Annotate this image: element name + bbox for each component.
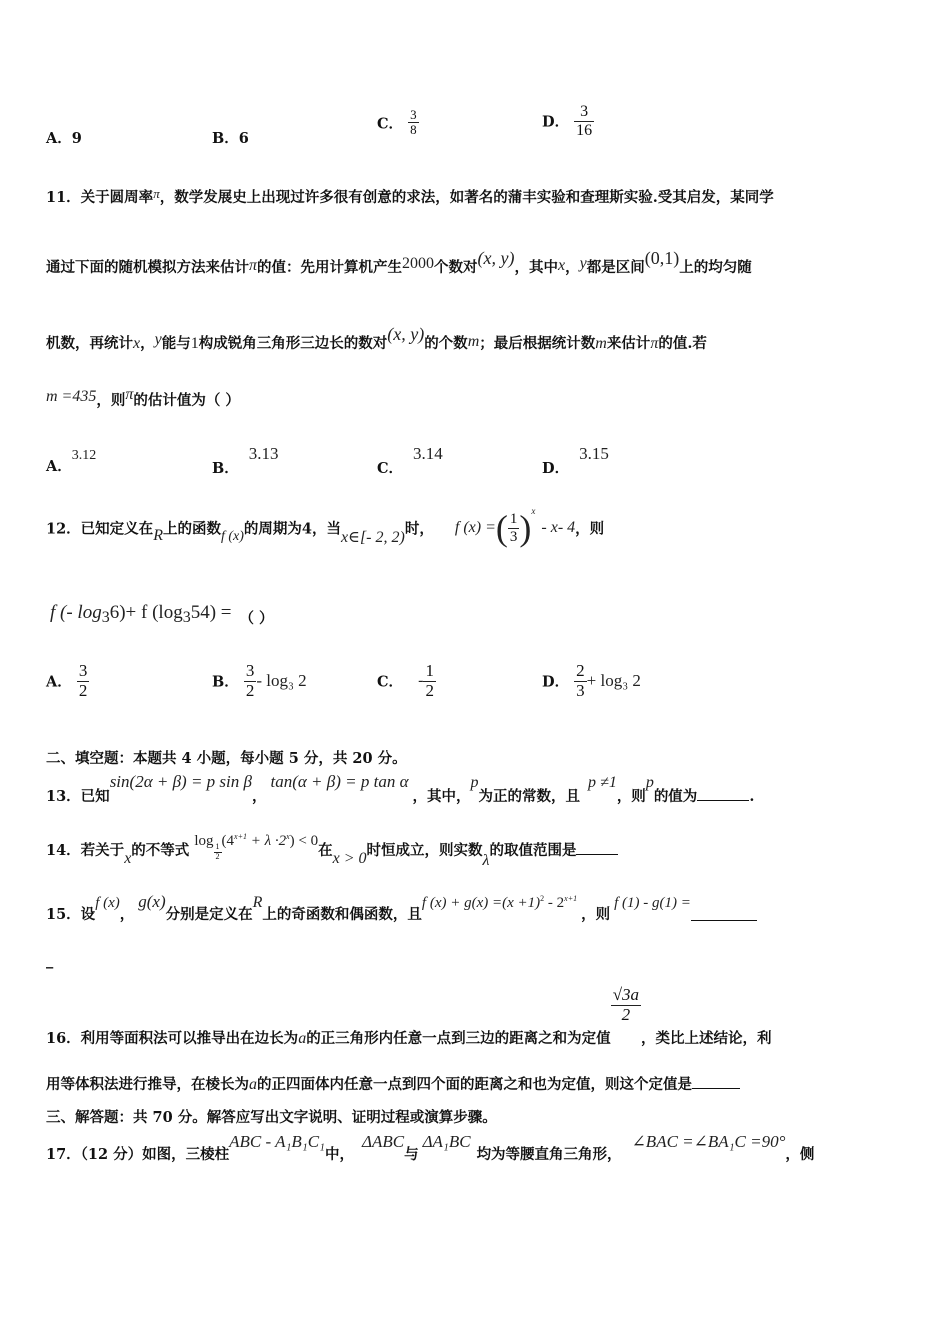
section-3-heading: 三、解答题：共 70 分。解答应写出文字说明、证明过程或演算步骤。	[46, 1109, 497, 1126]
q15-line: 15．设f (x)，g(x)分别是定义在R上的奇函数和偶函数，且f $(x) + g(x) =(x +1)^2 - 2^{x+1}$，则f (1) - g(1) =	[46, 892, 757, 926]
q12-option-a: A． $\frac{3}{2}$	[46, 661, 88, 700]
q12-option-c: C． - $\frac{1}{2}$	[377, 661, 434, 700]
q10-option-b: B．6	[212, 130, 249, 147]
q10-option-d: D． $\frac{3}{16}$	[542, 103, 593, 139]
q11-line-3: 机数，再统计x，y能与1构成锐角三角形三边长的数对(x, y)的个数m；最后根据统计数m来估计π的值.若	[46, 324, 707, 352]
q12-option-d: D． $\frac{2}{3}$ + log₃ 2	[542, 661, 641, 700]
q13-line: 13．已知sin(2α + β) = p sin β，tan(α + β) = p tan α，其中，p为正的常数，且p ≠1，则p的值为 .	[46, 772, 755, 805]
q11-line-1: 11．关于圆周率π，数学发展史上出现过许多很有创意的求法，如著名的蒲丰实验和查理斯实验.受其启发，某同学	[46, 186, 774, 206]
q11-option-b: B．3.13	[212, 444, 279, 477]
q12-one-third: $\frac{1}{3}$	[509, 511, 518, 545]
q12-line-1: 12．已知定义在R上的函数f (x)的周期为4，当x∈[- 2, 2)时， f (x) =( $\frac{1}{3}$ )$^x$- x- 4，则	[46, 506, 605, 548]
q14-answer-blank[interactable]	[576, 854, 618, 855]
q15-answer-blank[interactable]	[691, 920, 757, 921]
q16-answer-blank[interactable]	[692, 1088, 740, 1089]
q11-line-4: m =435，则π的估计值为（ ）	[46, 386, 240, 409]
q16-line-2: 用等体积法进行推导，在棱长为a的正四面体内任意一点到四个面的距离之和也为定值，则这个定值是	[46, 1073, 740, 1094]
q10-option-d-fraction: $\frac{3}{16}$	[576, 103, 593, 139]
q11-option-d: D．3.15	[542, 444, 609, 477]
q12-expression: f (- $\log_36)+ f$ $(\log_354)$ = （ ）	[50, 602, 274, 627]
section-2-heading: 二、填空题：本题共 4 小题，每小题 5 分，共 20 分。	[46, 750, 407, 767]
q10-option-c: C． $\frac{3}{8}$	[377, 107, 417, 138]
q10-option-c-fraction: $\frac{3}{8}$	[410, 107, 417, 138]
q12-option-b: B． $\frac{3}{2}$ - log₃ 2	[212, 661, 307, 700]
q14-line: 14．若关于x的不等式 log $\frac{1}{2}$ $(4^{x+1} + \lambda \cdot 2^x) < 0$在x > 0时恒成立，则实数λ的取值范围是	[46, 832, 618, 872]
q11-option-a: A．3.12	[46, 448, 97, 475]
q11-line-2: 通过下面的随机模拟方法来估计π的值：先用计算机产生2000个数对(x, y)，其中x，y都是区间(0,1)上的均匀随	[46, 248, 752, 276]
q16-line-1: 16．利用等面积法可以推导出在边长为a的正三角形内任意一点到三边的距离之和为定值 $\frac{√3a}{2}$ ，类比上述结论，利	[46, 985, 772, 1048]
q17-line: 17．（12 分）如图，三棱柱ABC - A₁B₁C₁中，ΔABC与ΔA₁BC均为等腰直角三角形，∠BAC =∠BA₁C =90°，侧	[46, 1132, 815, 1163]
q11-option-c: C．3.14	[377, 444, 443, 477]
q10-option-a: A．9	[46, 130, 82, 147]
q15-blank-tail: _	[46, 952, 54, 969]
q13-answer-blank[interactable]	[697, 800, 749, 801]
